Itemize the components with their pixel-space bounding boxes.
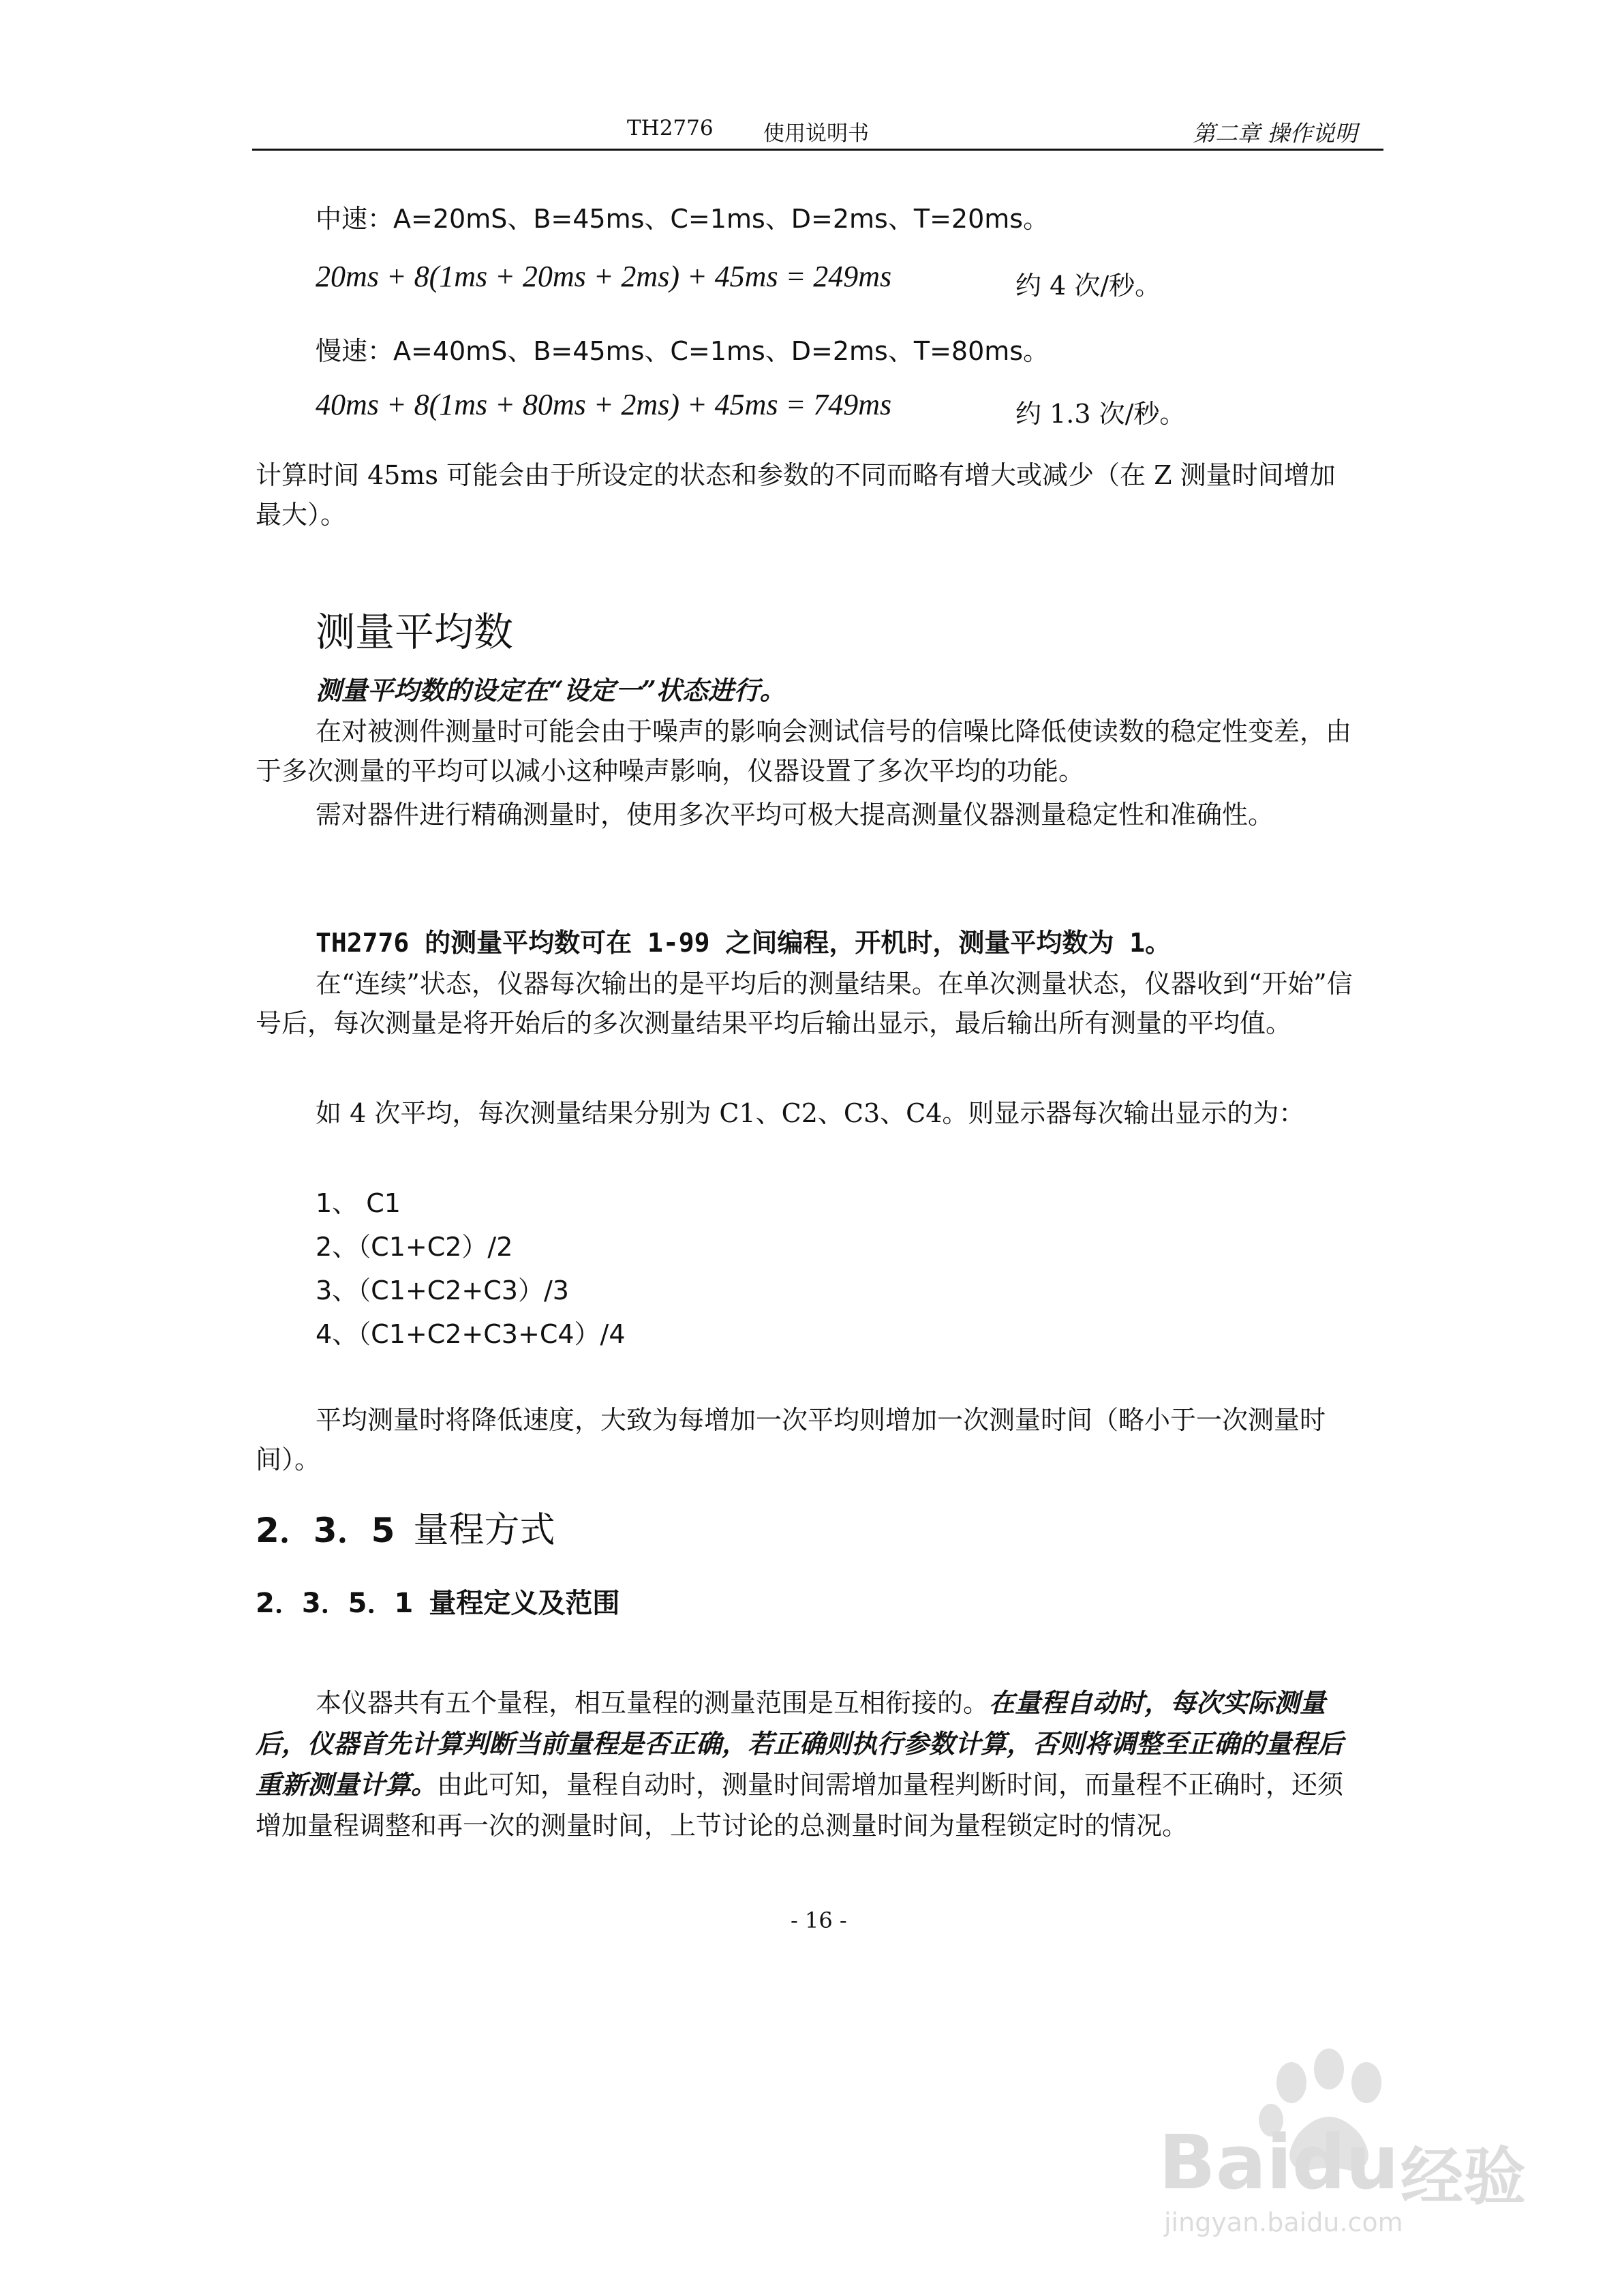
range-para-emphasis: 在量程自动时，每次实际测量后，仪器首先计算判断当前量程是否正确，若正确则执行参数计算，否则将调整至正确的量程后重新测量计算。 (256, 1687, 1344, 1800)
medium-speed-rate: 约 4 次/秒。 (1015, 271, 1161, 301)
section-title: 量程方式 (413, 1510, 555, 1551)
averaging-para-2: 需对器件进行精确测量时，使用多次平均可极大提高测量仪器测量稳定性和准确性。 (316, 800, 1274, 830)
range-para-plain-start: 本仪器共有五个量程，相互量程的测量范围是互相衔接的。 (316, 1688, 990, 1718)
averaging-heading: 测量平均数 (316, 609, 514, 655)
header-model: TH2776 (627, 116, 714, 140)
header-manual-title: 使用说明书 (763, 121, 869, 146)
averaging-setting: 测量平均数的设定在“设定一”状态进行。 (316, 675, 786, 706)
medium-speed-params: 中速：A=20mS、B=45ms、C=1ms、D=2ms、T=20ms。 (316, 204, 1050, 234)
speed-note: 计算时间 45ms 可能会由于所设定的状态和参数的不同而略有增大或减少（在 Z 测量时间增加最大）。 (256, 460, 1336, 530)
header-rule (252, 149, 1383, 151)
slow-speed-params: 慢速：A=40mS、B=45ms、C=1ms、D=2ms、T=80ms。 (316, 336, 1050, 366)
watermark-service: 经验 (1401, 2141, 1527, 2214)
average-list-item-2: 2、（C1+C2）/2 (316, 1232, 513, 1262)
medium-speed-formula: 20ms + 8(1ms + 20ms + 2ms) + 45ms = 249ms (316, 260, 892, 293)
baidu-watermark (1159, 2045, 1567, 2236)
range-para-plain-end: 由此可知，量程自动时，测量时间需增加量程判断时间，而量程不正确时，还须增加量程调整和再一次的测量时间，上节讨论的总测量时间为量程锁定时的情况。 (256, 1770, 1344, 1841)
subsection-heading (256, 1582, 619, 1620)
watermark-brand: Baidu (1159, 2119, 1399, 2206)
average-list-item-1: 1、 C1 (316, 1188, 401, 1218)
average-list-item-4: 4、（C1+C2+C3+C4）/4 (316, 1319, 626, 1349)
section-heading (256, 1501, 555, 1552)
watermark-url: jingyan.baidu.com (1164, 2207, 1403, 2237)
average-list-item-3: 3、（C1+C2+C3）/3 (316, 1275, 569, 1305)
range-paragraph (256, 1682, 1353, 1846)
averaging-para-3: 在“连续”状态，仪器每次输出的是平均后的测量结果。在单次测量状态，仪器收到“开始”信号后，每次测量是将开始后的多次测量结果平均后输出显示，最后输出所有测量的平均值。 (256, 969, 1353, 1038)
subsection-title: 量程定义及范围 (429, 1588, 620, 1619)
slow-speed-formula: 40ms + 8(1ms + 80ms + 2ms) + 45ms = 749ms (316, 388, 892, 421)
page-number: - 16 - (791, 1907, 847, 1933)
section-number: 2．3．5 (256, 1511, 395, 1550)
subsection-number: 2．3．5．1 (256, 1588, 414, 1619)
averaging-para-1: 在对被测件测量时可能会由于噪声的影响会测试信号的信噪比降低使读数的稳定性变差，由于多次测量的平均可以减小这种噪声影响，仪器设置了多次平均的功能。 (256, 716, 1352, 786)
header-chapter: 第二章 操作说明 (1193, 120, 1358, 147)
slow-speed-rate: 约 1.3 次/秒。 (1015, 399, 1186, 429)
averaging-para-4: 如 4 次平均，每次测量结果分别为 C1、C2、C3、C4。则显示器每次输出显示的为： (316, 1098, 1305, 1128)
averaging-para-5: 平均测量时将降低速度，大致为每增加一次平均则增加一次测量时间（略小于一次测量时间）。 (256, 1405, 1326, 1475)
averaging-program-range: TH2776 的测量平均数可在 1-99 之间编程，开机时，测量平均数为 1。 (316, 928, 1172, 958)
